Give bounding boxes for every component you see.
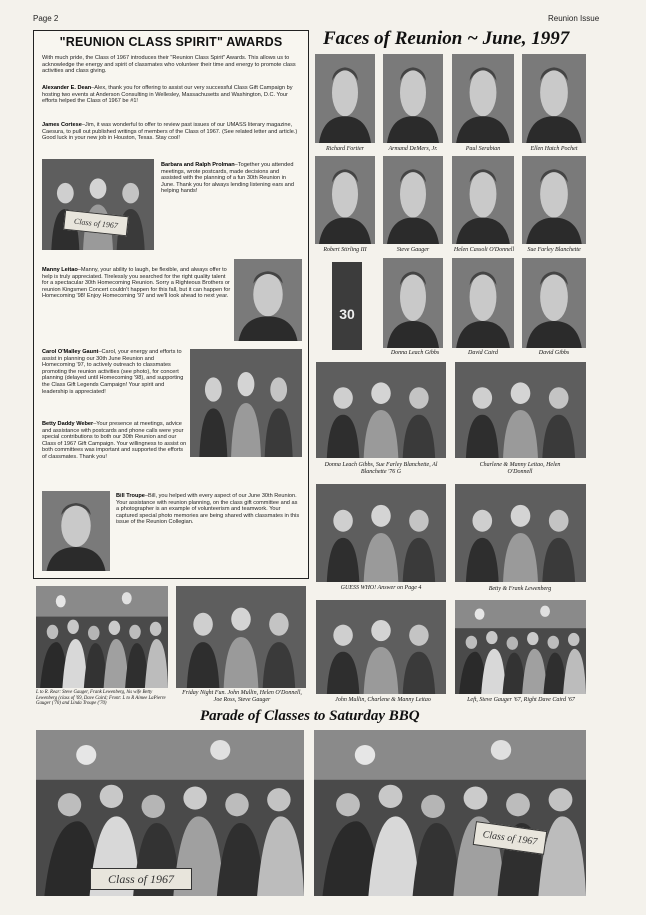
reunion-ribbon <box>332 262 362 350</box>
parade-sign-left: Class of 1967 <box>90 868 192 890</box>
portrait-stirling-image <box>315 156 375 244</box>
award-weber-text: –Your presence at meetings, advice and assistance with postcards and phone calls were your special contributions to both our 30th Reunion and our Class of 1967 Gift Campaign. Your willingness to assist on both committees was important and supported the efforts of classmates. Thank you! <box>42 421 187 460</box>
award-troupe-name: Bill Troupe <box>116 493 145 499</box>
caption-donna-gibbs: Donna Leach Gibbs <box>390 350 440 356</box>
award-prolman-text: –Together you attended meetings, wrote postcards, made decisions and assisted with the planning of a fun 30th Reunion in June. Thank you for always lending listening ears and helping hands! <box>161 162 294 195</box>
award-cortese-text: –Jim, it was wonderful to offer to review past issues of our UMASS literary magazine, Caesura, to pull out published writings of members of the Class of 1967. (See related letter and article.) Good luck in your new job in Houston, Texas. Stay cool! <box>42 122 298 142</box>
caption-bottom-3: John Mullin, Charlene & Manny Leitao <box>335 697 431 703</box>
award-gaunt <box>42 349 188 395</box>
parade-photo-right <box>314 730 586 896</box>
faces-title: Faces of Reunion ~ June, 1997 <box>323 28 570 49</box>
portrait-pochet-image <box>522 54 586 143</box>
portrait-demers-image <box>383 54 443 143</box>
parade-sign-right: Class of 1967 <box>473 821 548 855</box>
awards-intro: With much pride, the Class of 1967 introduces their "Reunion Class Spirit" Awards. This allows us to acknowledge the energy and spirit of classmates who volunteer their time and energy to promote class activities and class giving. <box>42 55 296 75</box>
award-prolman <box>161 162 301 195</box>
bottom-photo-1-image <box>36 586 168 688</box>
portrait-odonnell-image <box>452 156 514 244</box>
group-photo-leitao-odonnell-image <box>455 362 586 458</box>
group-photo-gibbs-blanchette <box>316 362 446 458</box>
parade-photo-left <box>36 730 304 896</box>
portrait-pochet <box>522 54 586 143</box>
portrait-david-gibbs <box>522 258 586 348</box>
caption-pochet: Ellen Hatch Pochet <box>530 146 578 152</box>
bottom-photo-3-image <box>316 600 446 694</box>
award-dean <box>42 85 300 105</box>
portrait-odonnell <box>452 156 514 244</box>
caption-gauger: Steve Gauger <box>396 247 430 253</box>
portrait-serabian <box>452 54 514 143</box>
award-cortese <box>42 122 300 142</box>
issue-label: Reunion Issue <box>548 14 600 23</box>
award-troupe-text: –Bill, you helped with every aspect of our June 30th Reunion. Your assistance with reunion planning, on the class gift committee and as a photographer is an example of volunteerism and teamwork. Your captured special photo memories are being shared with classmates in this issue of the Reunion Collegian. <box>116 493 300 526</box>
page-number: Page 2 <box>33 14 59 23</box>
troupe-portrait <box>42 491 110 571</box>
portrait-gauger <box>383 156 443 244</box>
portrait-serabian-image <box>452 54 514 143</box>
portrait-gauger-image <box>383 156 443 244</box>
caption-caird: David Caird <box>468 350 498 356</box>
leitao-portrait <box>234 259 302 341</box>
caption-stirling: Robert Stirling III <box>323 247 367 253</box>
parade-title: Parade of Classes to Saturday BBQ <box>200 708 420 724</box>
bottom-photo-2 <box>176 586 306 688</box>
caption-group2: Charlene & Manny Leitao, Helen O'Donnell <box>479 462 561 475</box>
caption-bottom-2: Friday Night Fun. John Mullin, Helen O'Donnell, Joe Ross, Steve Gauger <box>182 690 302 703</box>
caption-bottom-4: Left, Steve Gauger '67, Right Dave Caird '67 <box>467 697 575 703</box>
portrait-fortier <box>315 54 375 143</box>
group-photo-leitao-odonnell <box>455 362 586 458</box>
award-weber-name: Betty Daddy Weber <box>42 421 94 427</box>
ribbon-number: 30 <box>339 306 355 322</box>
caption-demers: Armand DeMers, Jr. <box>388 146 438 152</box>
bottom-photo-4-image <box>455 600 586 694</box>
bottom-photo-3 <box>316 600 446 694</box>
portrait-caird <box>452 258 514 348</box>
awards-box <box>33 30 309 579</box>
prolman-photo <box>42 159 154 250</box>
prolman-photo-image <box>42 159 154 250</box>
award-prolman-name: Barbara and Ralph Prolman <box>161 162 235 168</box>
caption-group1: Donna Leach Gibbs, Sue Farley Blanchette, Al Blanchette '76 G <box>324 462 438 475</box>
award-leitao-name: Manny Leitao <box>42 267 78 273</box>
award-leitao-text: –Manny, your ability to laugh, be flexible, and always offer to help is truly appreciated. Tirelessly you searched for the right quality talent for a spectacular 30th Homecoming Reunion. Sorry a Righteous Brothers or reunion Kingsmen Concert couldn't happen for this fall, but it can happen for Homecoming '98! Enjoy Homecoming '97 and we'll look ahead to next year. <box>42 267 231 300</box>
bottom-photo-2-image <box>176 586 306 688</box>
portrait-blanchette-image <box>522 156 586 244</box>
caption-david-gibbs: David Gibbs <box>538 350 570 356</box>
award-gaunt-text: –Carol, your energy and efforts to assist in planning our 30th June Reunion and Homecoming '97, to actively outreach to classmates promoting the reunion activities (see photo), for concert planning (delayed until Homecoming '98), and supporting the Class Gift Legends Campaign! Your spirit and leadership is appreciated! <box>42 349 184 395</box>
portrait-donna-gibbs-image <box>383 258 443 348</box>
caption-lewenberg: Betty & Frank Lewenberg <box>488 586 552 592</box>
award-gaunt-name: Carol O'Malley Gaunt <box>42 349 99 355</box>
caption-serabian: Paul Serabian <box>465 146 501 152</box>
leitao-photo <box>234 259 302 341</box>
portrait-blanchette <box>522 156 586 244</box>
troupe-photo <box>42 491 110 571</box>
award-weber <box>42 421 188 461</box>
award-leitao <box>42 267 232 300</box>
portrait-donna-gibbs <box>383 258 443 348</box>
caption-odonnell: Helen Cassoli O'Donnell <box>453 247 515 253</box>
guess-who-image <box>316 484 446 582</box>
group-photo-gibbs-blanchette-image <box>316 362 446 458</box>
class-sign: Class of 1967 <box>63 210 129 237</box>
portrait-demers <box>383 54 443 143</box>
bottom-photo-4 <box>455 600 586 694</box>
lewenberg-photo <box>455 484 586 582</box>
portrait-david-gibbs-image <box>522 258 586 348</box>
awards-title: "REUNION CLASS SPIRIT" AWARDS <box>59 35 283 49</box>
guess-who-photo <box>316 484 446 582</box>
portrait-caird-image <box>452 258 514 348</box>
gaunt-group-image <box>190 349 302 457</box>
award-dean-text: –Alex, thank you for offering to assist our very successful Class Gift Campaign by hosting two events at Anderson Consulting in Wellesley, Massachusetts and Washington, D.C. Your efforts helped the Class of 1967 be #1! <box>42 85 293 105</box>
caption-fortier: Richard Fortier <box>326 146 364 152</box>
portrait-stirling <box>315 156 375 244</box>
bottom-photo-1 <box>36 586 168 688</box>
award-troupe <box>116 493 302 526</box>
award-dean-name: Alexander E. Dean <box>42 85 92 91</box>
gaunt-photo <box>190 349 302 457</box>
lewenberg-image <box>455 484 586 582</box>
caption-bottom-1: L to R. Rear: Steve Gauger, Frank Lewenberg, his wife Betty Lewenberg (class of '69, Dave Caird; Front: L to R Aimee LaPierre Gauger ('70) and Linda Troupe ('70) <box>36 690 166 707</box>
award-cortese-name: James Cortese <box>42 122 82 128</box>
portrait-fortier-image <box>315 54 375 143</box>
caption-blanchette: Sue Farley Blanchette <box>527 247 581 253</box>
caption-guess-who: GUESS WHO! Answer on Page 4 <box>340 585 422 591</box>
parade-photo-right-image <box>314 730 586 896</box>
